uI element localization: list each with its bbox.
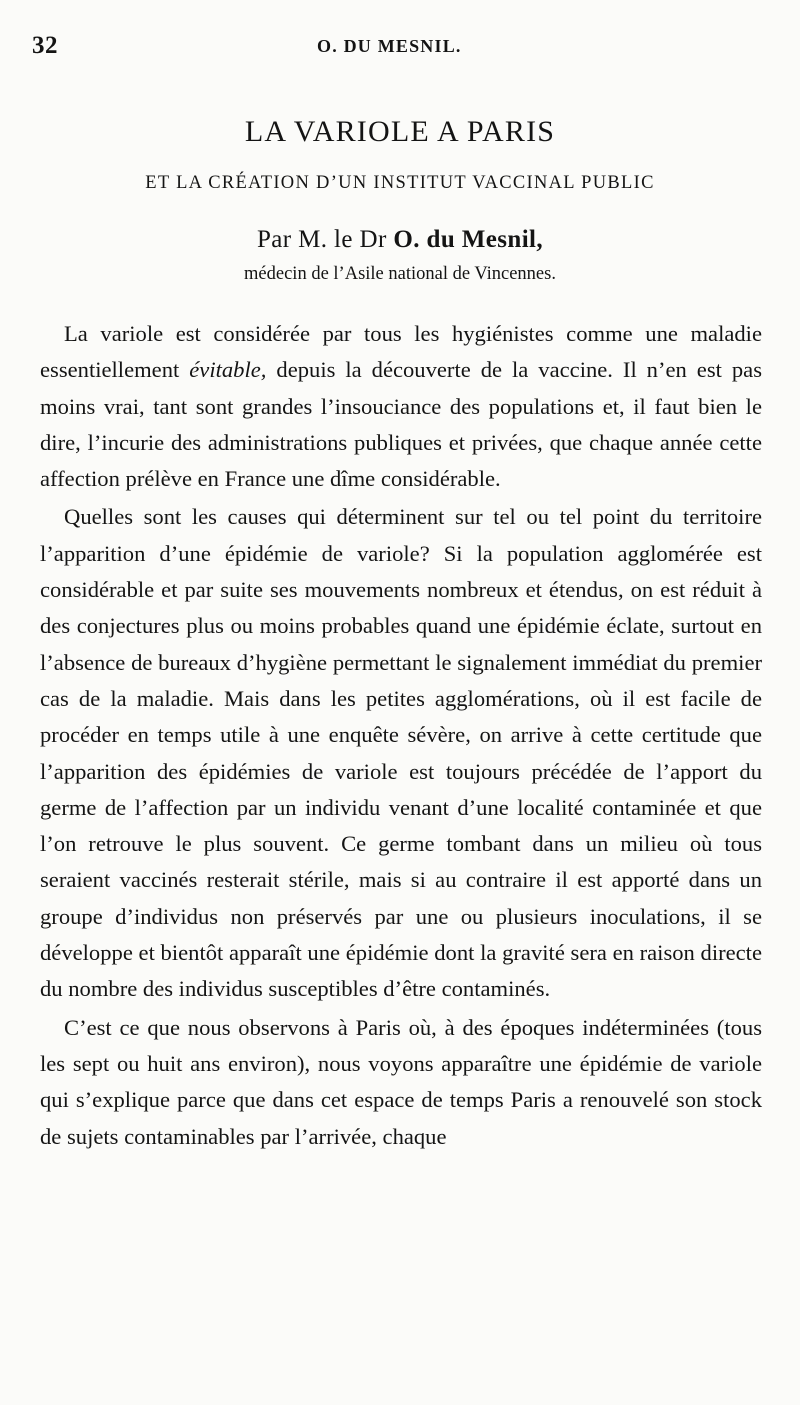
- author-line: [0, 226, 800, 254]
- paragraph-1-start: La variole est considérée par tous les hygiénistes comme une maladie essentiellement: [40, 321, 762, 383]
- running-head: [32, 30, 760, 64]
- paragraph-3: C’est ce que nous observons à Paris où, à des époques indéterminées (tous les sept ou huit ans environ), nous voyons apparaître une épidémie de variole qui s’explique parce que dans cet espace de temps Paris a renouvelé son stock de sujets contaminables par l’arrivée, chaque: [40, 1014, 762, 1149]
- author-prefix: Par M. le Dr: [256, 226, 387, 253]
- page-number: 32: [32, 32, 58, 59]
- author-name: O. du Mesnil,: [393, 226, 544, 253]
- emphasized-word: évitable,: [189, 357, 267, 383]
- paragraph-2: Quelles sont les causes qui déterminent sur tel ou tel point du territoire l’apparition d’une épidémie de variole? Si la population agglomérée est considérable et par suite ses mouvements nombreux et étendus, on est réduit à des conjectures plus ou moins probables quand une épidémie éclate, surtout en l’absence de bureaux d’hygiène permettant le signalement immédiat du premier cas de la maladie. Mais dans les petites agglomérations, où il est facile de procéder en temps utile à une enquête sévère, on arrive à cette certitude que l’apparition des épidémies de variole est toujours précédée de l’apport du germe de l’affection par un individu venant d’une localité contaminée et que l’on retrouve le plus souvent. Ce germe tombant dans un milieu où tous seraient vaccinés resterait stérile, mais si au contraire il est apporté dans un groupe d’individus non préservés par une ou plusieurs inoculations, il se développe et bientôt apparaît une épidémie dont la gravité sera en raison directe du nombre des individus susceptibles d’être contaminés.: [40, 504, 762, 1002]
- article-body: [40, 316, 762, 1155]
- running-title: O. DU MESNIL.: [317, 36, 462, 56]
- article-subtitle: ET LA CRÉATION D’UN INSTITUT VACCINAL PUBLIC: [145, 173, 655, 193]
- paragraph-1: [40, 316, 762, 497]
- article-title: LA VARIOLE A PARIS: [244, 115, 556, 148]
- author-position: médecin de l’Asile national de Vincennes.: [244, 264, 556, 284]
- paragraph-1-end: depuis la découverte de la vaccine. Il n’en est pas moins vrai, tant sont grandes l’insouciance des populations et, il faut bien le dire, l’incurie des administrations publiques et privées, que chaque année cette affection prélève en France une dîme considérable.: [40, 357, 762, 492]
